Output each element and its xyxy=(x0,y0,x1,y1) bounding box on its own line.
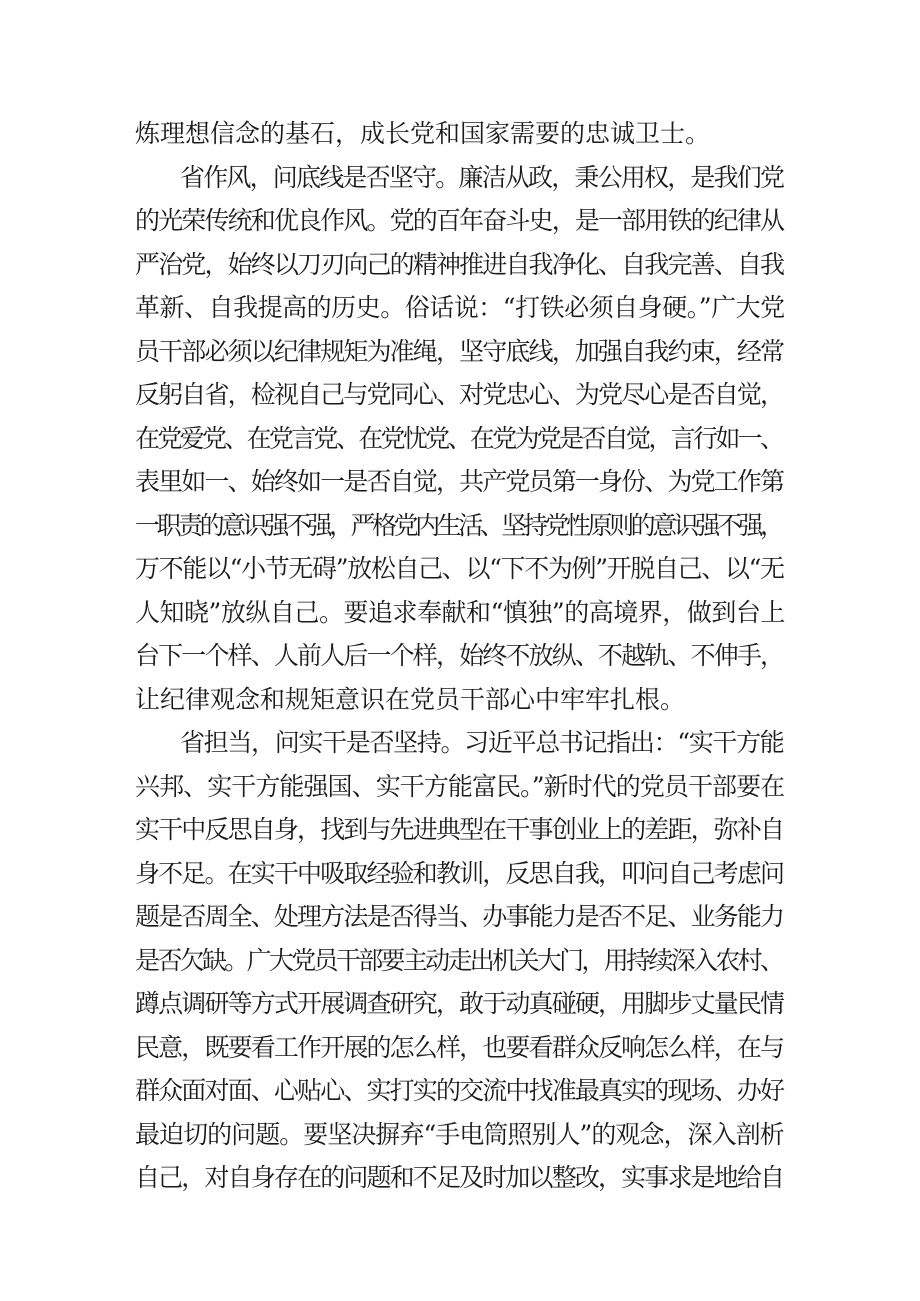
paragraph-work-style-line: 万不能以“小节无碍”放松自己、以“下不为例”开脱自己、以“无 xyxy=(135,554,784,583)
paragraph-responsibility-line: 实干中反思自身，找到与先进典型在干事创业上的差距，弥补自 xyxy=(135,815,784,844)
paragraph-work-style-line: 一职责的意识强不强，严格党内生活、坚持党性原则的意识强不强， xyxy=(135,511,782,540)
paragraph-responsibility-line: 自己，对自身存在的问题和不足及时加以整改，实事求是地给自 xyxy=(135,1163,784,1192)
paragraph-responsibility-line: 题是否周全、处理方法是否得当、办事能力是否不足、业务能力 xyxy=(135,902,784,931)
paragraph-responsibility-line: 群众面对面、心贴心、实打实的交流中找准最真实的现场、办好 xyxy=(135,1076,784,1105)
paragraph-work-style-line: 革新、自我提高的历史。俗话说：“打铁必须自身硬。”广大党 xyxy=(135,293,785,322)
paragraph-ideals-ending-line: 炼理想信念的基石，成长党和国家需要的忠诚卫士。 xyxy=(135,119,711,148)
paragraph-responsibility-line: 民意，既要看工作开展的怎么样，也要看群众反响怎么样，在与 xyxy=(135,1033,784,1062)
paragraph-work-style-line: 员干部必须以纪律规矩为准绳，坚守底线，加强自我约束，经常 xyxy=(135,337,784,366)
paragraph-work-style-line: 在党爱党、在党言党、在党忧党、在党为党是否自觉，言行如一、 xyxy=(135,424,783,453)
paragraph-work-style-line: 反躬自省，检视自己与党同心、对党忠心、为党尽心是否自觉， xyxy=(135,380,784,409)
paragraph-responsibility-line: 省担当，问实干是否坚持。习近平总书记指出：“实干方能 xyxy=(180,728,784,757)
paragraph-work-style-line: 的光荣传统和优良作风。党的百年奋斗史，是一部用铁的纪律从 xyxy=(135,206,784,235)
paragraph-work-style-line: 台下一个样、人前人后一个样，始终不放纵、不越轨、不伸手， xyxy=(135,641,784,670)
paragraph-work-style-line: 让纪律观念和规矩意识在党员干部心中牢牢扎根。 xyxy=(135,685,686,714)
paragraph-work-style-line: 表里如一、始终如一是否自觉，共产党员第一身份、为党工作第 xyxy=(135,467,784,496)
paragraph-responsibility-line: 身不足。在实干中吸取经验和教训，反思自我，叩问自己考虑问 xyxy=(135,859,784,888)
paragraph-responsibility-line: 是否欠缺。广大党员干部要主动走出机关大门，用持续深入农村、 xyxy=(135,946,783,975)
paragraph-responsibility-line: 蹲点调研等方式开展调查研究，敢于动真碰硬，用脚步丈量民情 xyxy=(135,989,784,1018)
paragraph-responsibility-line: 最迫切的问题。要坚决摒弃“手电筒照别人”的观念，深入剖析 xyxy=(135,1120,784,1149)
paragraph-work-style-line: 人知晓”放纵自己。要追求奉献和“慎独”的高境界，做到台上 xyxy=(135,598,785,627)
paragraph-work-style-line: 省作风，问底线是否坚守。廉洁从政，秉公用权，是我们党 xyxy=(180,163,784,192)
paragraph-work-style-line: 严治党，始终以刀刃向己的精神推进自我净化、自我完善、自我 xyxy=(135,250,784,279)
paragraph-responsibility-line: 兴邦、实干方能强国、实干方能富民。”新时代的党员干部要在 xyxy=(135,772,785,801)
